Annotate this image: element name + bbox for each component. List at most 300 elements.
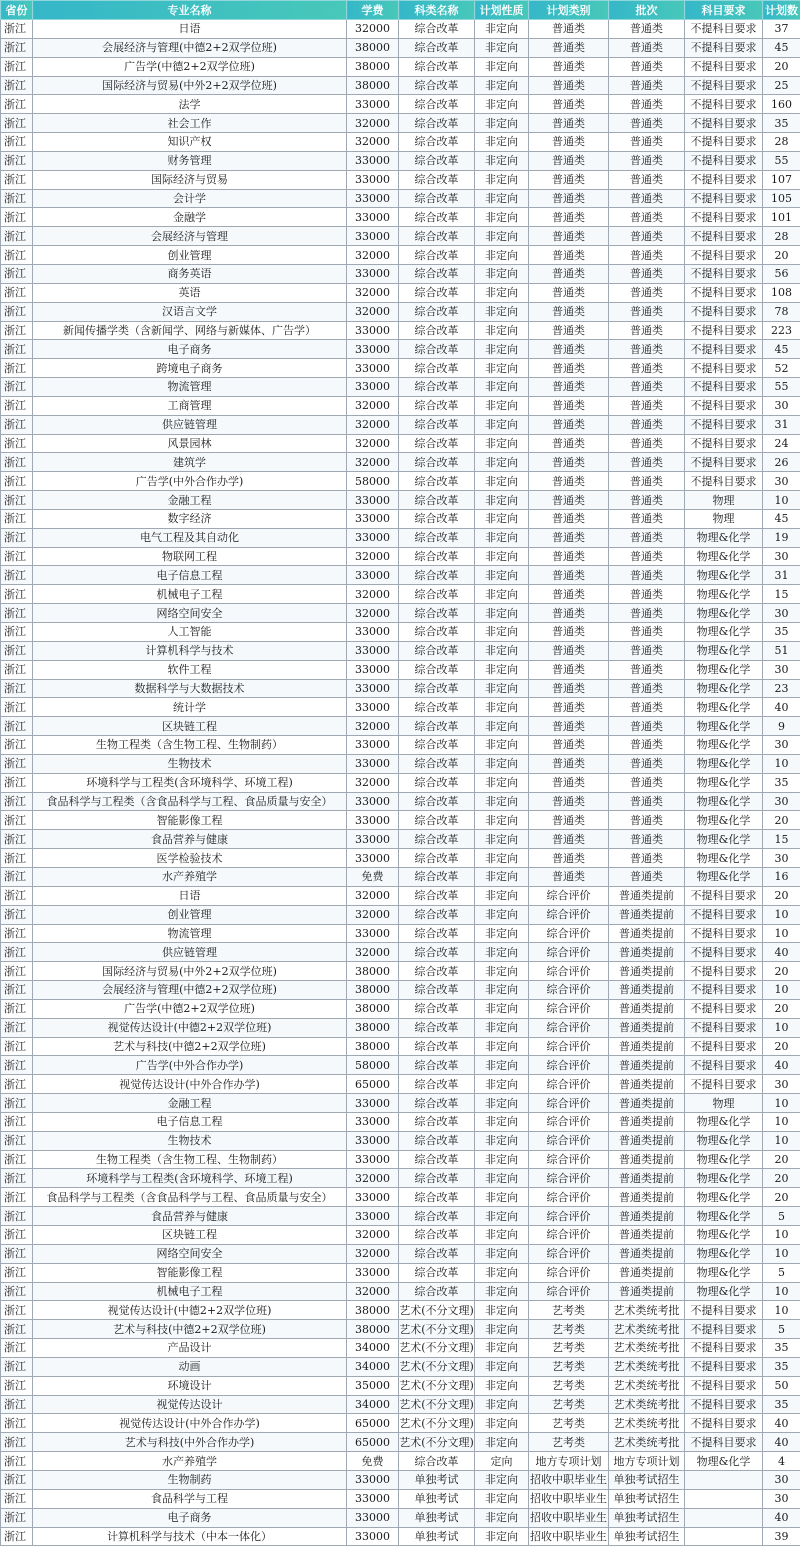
cell-subject-category: 综合改革: [399, 170, 475, 189]
cell-subject-requirement: 不提科目要求: [685, 472, 763, 491]
header-plan-type: 计划类别: [529, 1, 609, 20]
cell-plan-nature: 非定向: [475, 1037, 529, 1056]
cell-subject-requirement: 不提科目要求: [685, 999, 763, 1018]
cell-tuition: 33000: [347, 1489, 399, 1508]
table-row: [1, 453, 800, 472]
cell-major-name: 电子商务: [33, 1508, 347, 1527]
cell-subject-category: 综合改革: [399, 1131, 475, 1150]
cell-subject-category: 综合改革: [399, 1112, 475, 1131]
cell-plan-count: 35: [763, 1357, 800, 1376]
cell-subject-requirement: 物理&化学: [685, 698, 763, 717]
cell-major-name: 视觉传达设计(中德2+2双学位班): [33, 1018, 347, 1037]
cell-plan-count: 20: [763, 1188, 800, 1207]
cell-plan-nature: 非定向: [475, 1207, 529, 1226]
cell-province: 浙江: [1, 830, 33, 849]
cell-subject-category: 综合改革: [399, 943, 475, 962]
cell-subject-requirement: 不提科目要求: [685, 924, 763, 943]
cell-tuition: 65000: [347, 1414, 399, 1433]
cell-plan-count: 40: [763, 1508, 800, 1527]
cell-tuition: 32000: [347, 886, 399, 905]
cell-plan-nature: 非定向: [475, 302, 529, 321]
cell-tuition: 38000: [347, 1018, 399, 1037]
cell-plan-nature: 非定向: [475, 208, 529, 227]
cell-major-name: 金融工程: [33, 491, 347, 510]
cell-plan-type: 普通类: [529, 283, 609, 302]
cell-subject-requirement: 物理&化学: [685, 736, 763, 755]
cell-subject-category: 综合改革: [399, 585, 475, 604]
cell-plan-type: 地方专项计划: [529, 1452, 609, 1471]
cell-batch: 普通类提前: [609, 1150, 685, 1169]
cell-plan-type: 普通类: [529, 641, 609, 660]
cell-tuition: 33000: [347, 1094, 399, 1113]
cell-plan-nature: 非定向: [475, 20, 529, 39]
cell-tuition: 32000: [347, 434, 399, 453]
cell-tuition: 32000: [347, 1244, 399, 1263]
cell-subject-requirement: 物理: [685, 509, 763, 528]
cell-plan-nature: 非定向: [475, 698, 529, 717]
cell-subject-category: 综合改革: [399, 1169, 475, 1188]
cell-plan-count: 19: [763, 528, 800, 547]
cell-tuition: 35000: [347, 1376, 399, 1395]
cell-tuition: 58000: [347, 472, 399, 491]
cell-plan-count: 23: [763, 679, 800, 698]
cell-subject-category: 艺术(不分文理): [399, 1320, 475, 1339]
cell-plan-type: 普通类: [529, 792, 609, 811]
cell-plan-nature: 非定向: [475, 528, 529, 547]
cell-province: 浙江: [1, 1320, 33, 1339]
cell-tuition: 33000: [347, 1470, 399, 1489]
cell-tuition: 38000: [347, 981, 399, 1000]
table-row: [1, 1075, 800, 1094]
cell-plan-nature: 非定向: [475, 905, 529, 924]
cell-subject-requirement: 物理&化学: [685, 566, 763, 585]
table-row: [1, 698, 800, 717]
table-row: [1, 641, 800, 660]
cell-plan-nature: 非定向: [475, 1339, 529, 1358]
cell-tuition: 33000: [347, 208, 399, 227]
cell-province: 浙江: [1, 359, 33, 378]
cell-batch: 普通类: [609, 321, 685, 340]
cell-province: 浙江: [1, 792, 33, 811]
cell-batch: 艺术类统考批: [609, 1414, 685, 1433]
cell-tuition: 33000: [347, 359, 399, 378]
cell-plan-type: 普通类: [529, 133, 609, 152]
cell-tuition: 32000: [347, 283, 399, 302]
cell-major-name: 物流管理: [33, 378, 347, 397]
cell-subject-requirement: 物理&化学: [685, 867, 763, 886]
cell-plan-type: 综合评价: [529, 1188, 609, 1207]
cell-subject-requirement: 不提科目要求: [685, 1320, 763, 1339]
cell-subject-category: 综合改革: [399, 1452, 475, 1471]
cell-province: 浙江: [1, 1489, 33, 1508]
cell-major-name: 工商管理: [33, 396, 347, 415]
cell-batch: 普通类: [609, 792, 685, 811]
cell-subject-category: 综合改革: [399, 151, 475, 170]
cell-tuition: 33000: [347, 1508, 399, 1527]
cell-subject-category: 综合改革: [399, 283, 475, 302]
table-header: [1, 1, 800, 20]
cell-province: 浙江: [1, 547, 33, 566]
cell-plan-nature: 非定向: [475, 830, 529, 849]
cell-province: 浙江: [1, 981, 33, 1000]
cell-plan-count: 50: [763, 1376, 800, 1395]
cell-plan-nature: 非定向: [475, 1433, 529, 1452]
cell-province: 浙江: [1, 76, 33, 95]
cell-batch: 普通类提前: [609, 905, 685, 924]
cell-batch: 普通类提前: [609, 1169, 685, 1188]
cell-batch: 普通类: [609, 208, 685, 227]
cell-tuition: 33000: [347, 1263, 399, 1282]
table-row: [1, 1376, 800, 1395]
cell-plan-type: 普通类: [529, 38, 609, 57]
cell-plan-count: 35: [763, 623, 800, 642]
cell-plan-count: 10: [763, 905, 800, 924]
cell-batch: 普通类提前: [609, 1112, 685, 1131]
cell-province: 浙江: [1, 1263, 33, 1282]
cell-plan-type: 普通类: [529, 754, 609, 773]
cell-batch: 普通类: [609, 604, 685, 623]
cell-plan-nature: 非定向: [475, 999, 529, 1018]
cell-plan-count: 108: [763, 283, 800, 302]
table-row: [1, 114, 800, 133]
table-row: [1, 133, 800, 152]
table-row: [1, 1452, 800, 1471]
cell-plan-count: 30: [763, 849, 800, 868]
cell-subject-category: 综合改革: [399, 264, 475, 283]
cell-plan-count: 40: [763, 1414, 800, 1433]
cell-subject-requirement: 不提科目要求: [685, 1075, 763, 1094]
cell-province: 浙江: [1, 905, 33, 924]
cell-plan-nature: 非定向: [475, 95, 529, 114]
cell-major-name: 广告学(中外合作办学): [33, 1056, 347, 1075]
cell-major-name: 金融工程: [33, 1094, 347, 1113]
cell-subject-category: 综合改革: [399, 1018, 475, 1037]
cell-plan-count: 45: [763, 38, 800, 57]
table-row: [1, 867, 800, 886]
cell-province: 浙江: [1, 509, 33, 528]
cell-province: 浙江: [1, 378, 33, 397]
cell-subject-requirement: 不提科目要求: [685, 1301, 763, 1320]
cell-batch: 普通类: [609, 717, 685, 736]
cell-subject-category: 综合改革: [399, 886, 475, 905]
table-row: [1, 1169, 800, 1188]
table-row: [1, 754, 800, 773]
cell-batch: 普通类: [609, 660, 685, 679]
cell-subject-category: 综合改革: [399, 1282, 475, 1301]
table-row: [1, 396, 800, 415]
cell-major-name: 智能影像工程: [33, 811, 347, 830]
table-body: [1, 20, 800, 1546]
cell-plan-nature: 非定向: [475, 604, 529, 623]
cell-subject-requirement: 物理&化学: [685, 679, 763, 698]
cell-tuition: 33000: [347, 491, 399, 510]
table-row: [1, 604, 800, 623]
cell-major-name: 法学: [33, 95, 347, 114]
cell-subject-requirement: 物理: [685, 1094, 763, 1113]
cell-plan-type: 普通类: [529, 264, 609, 283]
cell-subject-requirement: 物理&化学: [685, 1263, 763, 1282]
cell-subject-category: 综合改革: [399, 76, 475, 95]
cell-subject-requirement: 物理&化学: [685, 528, 763, 547]
cell-province: 浙江: [1, 736, 33, 755]
cell-subject-requirement: 不提科目要求: [685, 208, 763, 227]
cell-plan-count: 20: [763, 246, 800, 265]
cell-plan-type: 综合评价: [529, 1018, 609, 1037]
cell-plan-count: 15: [763, 585, 800, 604]
cell-subject-requirement: 不提科目要求: [685, 1376, 763, 1395]
cell-major-name: 物联网工程: [33, 547, 347, 566]
cell-subject-requirement: 不提科目要求: [685, 264, 763, 283]
cell-subject-category: 综合改革: [399, 679, 475, 698]
cell-tuition: 38000: [347, 38, 399, 57]
cell-province: 浙江: [1, 604, 33, 623]
cell-subject-requirement: 物理: [685, 491, 763, 510]
table-row: [1, 1263, 800, 1282]
cell-batch: 普通类: [609, 641, 685, 660]
cell-batch: 普通类提前: [609, 981, 685, 1000]
cell-subject-category: 艺术(不分文理): [399, 1357, 475, 1376]
cell-major-name: 艺术与科技(中德2+2双学位班): [33, 1037, 347, 1056]
cell-plan-count: 10: [763, 1301, 800, 1320]
cell-tuition: 32000: [347, 20, 399, 39]
cell-plan-type: 招收中职毕业生: [529, 1527, 609, 1546]
cell-province: 浙江: [1, 773, 33, 792]
cell-tuition: 32000: [347, 604, 399, 623]
cell-plan-count: 52: [763, 359, 800, 378]
cell-subject-requirement: 物理&化学: [685, 1188, 763, 1207]
cell-subject-category: 综合改革: [399, 924, 475, 943]
cell-tuition: 33000: [347, 660, 399, 679]
cell-plan-count: 20: [763, 1037, 800, 1056]
cell-major-name: 网络空间安全: [33, 604, 347, 623]
cell-plan-count: 10: [763, 924, 800, 943]
cell-subject-requirement: 不提科目要求: [685, 151, 763, 170]
cell-major-name: 供应链管理: [33, 415, 347, 434]
cell-subject-requirement: 物理&化学: [685, 547, 763, 566]
cell-subject-category: 综合改革: [399, 1188, 475, 1207]
cell-tuition: 33000: [347, 528, 399, 547]
cell-subject-category: 综合改革: [399, 453, 475, 472]
cell-batch: 普通类: [609, 679, 685, 698]
cell-province: 浙江: [1, 999, 33, 1018]
cell-tuition: 33000: [347, 378, 399, 397]
cell-plan-count: 30: [763, 660, 800, 679]
cell-tuition: 33000: [347, 698, 399, 717]
cell-plan-nature: 非定向: [475, 641, 529, 660]
table-row: [1, 1131, 800, 1150]
table-row: [1, 1056, 800, 1075]
cell-batch: 普通类: [609, 151, 685, 170]
cell-tuition: 32000: [347, 905, 399, 924]
cell-tuition: 38000: [347, 1037, 399, 1056]
cell-plan-count: 20: [763, 1169, 800, 1188]
table-row: [1, 509, 800, 528]
cell-subject-category: 综合改革: [399, 849, 475, 868]
cell-subject-requirement: 不提科目要求: [685, 359, 763, 378]
cell-batch: 艺术类统考批: [609, 1320, 685, 1339]
cell-batch: 普通类: [609, 453, 685, 472]
cell-major-name: 会展经济与管理(中德2+2双学位班): [33, 981, 347, 1000]
cell-province: 浙江: [1, 867, 33, 886]
table-row: [1, 1282, 800, 1301]
table-row: [1, 1094, 800, 1113]
cell-subject-requirement: 不提科目要求: [685, 1018, 763, 1037]
cell-plan-nature: 非定向: [475, 623, 529, 642]
cell-batch: 普通类: [609, 170, 685, 189]
cell-plan-nature: 非定向: [475, 1131, 529, 1150]
cell-plan-type: 普通类: [529, 491, 609, 510]
cell-plan-nature: 非定向: [475, 1301, 529, 1320]
cell-subject-requirement: 不提科目要求: [685, 1037, 763, 1056]
cell-plan-type: 综合评价: [529, 962, 609, 981]
cell-plan-nature: 非定向: [475, 1395, 529, 1414]
cell-province: 浙江: [1, 943, 33, 962]
cell-plan-count: 10: [763, 1018, 800, 1037]
cell-major-name: 环境科学与工程类(含环境科学、环境工程): [33, 1169, 347, 1188]
cell-batch: 普通类: [609, 491, 685, 510]
table-row: [1, 57, 800, 76]
cell-subject-requirement: 不提科目要求: [685, 886, 763, 905]
cell-plan-type: 普通类: [529, 246, 609, 265]
cell-batch: 普通类: [609, 434, 685, 453]
cell-subject-requirement: 物理&化学: [685, 1112, 763, 1131]
cell-batch: 单独考试招生: [609, 1508, 685, 1527]
cell-major-name: 数字经济: [33, 509, 347, 528]
cell-tuition: 33000: [347, 849, 399, 868]
cell-plan-type: 普通类: [529, 849, 609, 868]
cell-plan-type: 普通类: [529, 717, 609, 736]
table-row: [1, 981, 800, 1000]
cell-plan-type: 艺考类: [529, 1357, 609, 1376]
cell-plan-nature: 非定向: [475, 509, 529, 528]
cell-province: 浙江: [1, 227, 33, 246]
cell-major-name: 水产养殖学: [33, 1452, 347, 1471]
cell-major-name: 日语: [33, 20, 347, 39]
cell-batch: 普通类: [609, 736, 685, 755]
cell-plan-count: 10: [763, 1226, 800, 1245]
cell-subject-requirement: 不提科目要求: [685, 1414, 763, 1433]
cell-subject-category: 综合改革: [399, 472, 475, 491]
cell-plan-type: 艺考类: [529, 1301, 609, 1320]
cell-plan-count: 30: [763, 1489, 800, 1508]
cell-subject-category: 综合改革: [399, 1207, 475, 1226]
cell-subject-requirement: [685, 1489, 763, 1508]
cell-tuition: 33000: [347, 95, 399, 114]
table-row: [1, 378, 800, 397]
cell-subject-requirement: 不提科目要求: [685, 962, 763, 981]
cell-plan-count: 28: [763, 227, 800, 246]
table-row: [1, 679, 800, 698]
cell-tuition: 32000: [347, 1226, 399, 1245]
cell-subject-requirement: 不提科目要求: [685, 246, 763, 265]
cell-plan-nature: 非定向: [475, 792, 529, 811]
cell-batch: 普通类: [609, 811, 685, 830]
cell-subject-category: 综合改革: [399, 302, 475, 321]
cell-subject-category: 综合改革: [399, 1226, 475, 1245]
cell-subject-requirement: 物理&化学: [685, 623, 763, 642]
table-row: [1, 811, 800, 830]
cell-plan-count: 30: [763, 736, 800, 755]
cell-subject-requirement: 物理&化学: [685, 604, 763, 623]
cell-batch: 普通类: [609, 623, 685, 642]
cell-plan-count: 39: [763, 1527, 800, 1546]
cell-major-name: 广告学(中德2+2双学位班): [33, 999, 347, 1018]
cell-plan-count: 35: [763, 1339, 800, 1358]
table-row: [1, 1018, 800, 1037]
cell-subject-requirement: [685, 1508, 763, 1527]
cell-tuition: 33000: [347, 227, 399, 246]
cell-plan-nature: 非定向: [475, 453, 529, 472]
cell-province: 浙江: [1, 453, 33, 472]
table-row: [1, 566, 800, 585]
cell-batch: 单独考试招生: [609, 1470, 685, 1489]
cell-major-name: 知识产权: [33, 133, 347, 152]
table-row: [1, 547, 800, 566]
cell-batch: 艺术类统考批: [609, 1433, 685, 1452]
table-row: [1, 1320, 800, 1339]
cell-subject-category: 综合改革: [399, 208, 475, 227]
table-row: [1, 38, 800, 57]
cell-major-name: 计算机科学与技术（中本一体化）: [33, 1527, 347, 1546]
cell-plan-nature: 非定向: [475, 585, 529, 604]
cell-batch: 普通类提前: [609, 1207, 685, 1226]
cell-province: 浙江: [1, 1188, 33, 1207]
cell-batch: 普通类: [609, 528, 685, 547]
cell-plan-nature: 非定向: [475, 660, 529, 679]
cell-subject-requirement: 物理&化学: [685, 1207, 763, 1226]
cell-plan-nature: 非定向: [475, 114, 529, 133]
cell-province: 浙江: [1, 811, 33, 830]
cell-subject-requirement: 不提科目要求: [685, 1339, 763, 1358]
cell-province: 浙江: [1, 1414, 33, 1433]
header-tuition: 学费: [347, 1, 399, 20]
table-row: [1, 1357, 800, 1376]
cell-subject-requirement: 不提科目要求: [685, 905, 763, 924]
cell-subject-category: 综合改革: [399, 378, 475, 397]
cell-plan-nature: 非定向: [475, 1018, 529, 1037]
cell-plan-count: 10: [763, 754, 800, 773]
cell-subject-requirement: 不提科目要求: [685, 396, 763, 415]
header-subject-requirement: 科目要求: [685, 1, 763, 20]
cell-major-name: 汉语言文学: [33, 302, 347, 321]
cell-major-name: 英语: [33, 283, 347, 302]
cell-plan-nature: 非定向: [475, 1169, 529, 1188]
cell-plan-type: 普通类: [529, 170, 609, 189]
cell-subject-requirement: 不提科目要求: [685, 189, 763, 208]
cell-batch: 普通类: [609, 114, 685, 133]
cell-major-name: 区块链工程: [33, 717, 347, 736]
cell-tuition: 33000: [347, 792, 399, 811]
cell-plan-nature: 非定向: [475, 76, 529, 95]
cell-tuition: 34000: [347, 1395, 399, 1414]
cell-plan-type: 招收中职毕业生: [529, 1470, 609, 1489]
cell-plan-nature: 非定向: [475, 57, 529, 76]
cell-tuition: 33000: [347, 1112, 399, 1131]
cell-batch: 普通类提前: [609, 1263, 685, 1282]
cell-batch: 普通类: [609, 378, 685, 397]
cell-province: 浙江: [1, 566, 33, 585]
cell-subject-requirement: 不提科目要求: [685, 133, 763, 152]
cell-major-name: 艺术与科技(中外合作办学): [33, 1433, 347, 1452]
cell-plan-nature: 非定向: [475, 1188, 529, 1207]
cell-plan-nature: 非定向: [475, 396, 529, 415]
cell-subject-requirement: 不提科目要求: [685, 415, 763, 434]
cell-major-name: 社会工作: [33, 114, 347, 133]
cell-plan-type: 艺考类: [529, 1376, 609, 1395]
cell-plan-nature: 非定向: [475, 773, 529, 792]
cell-major-name: 电子商务: [33, 340, 347, 359]
cell-province: 浙江: [1, 95, 33, 114]
